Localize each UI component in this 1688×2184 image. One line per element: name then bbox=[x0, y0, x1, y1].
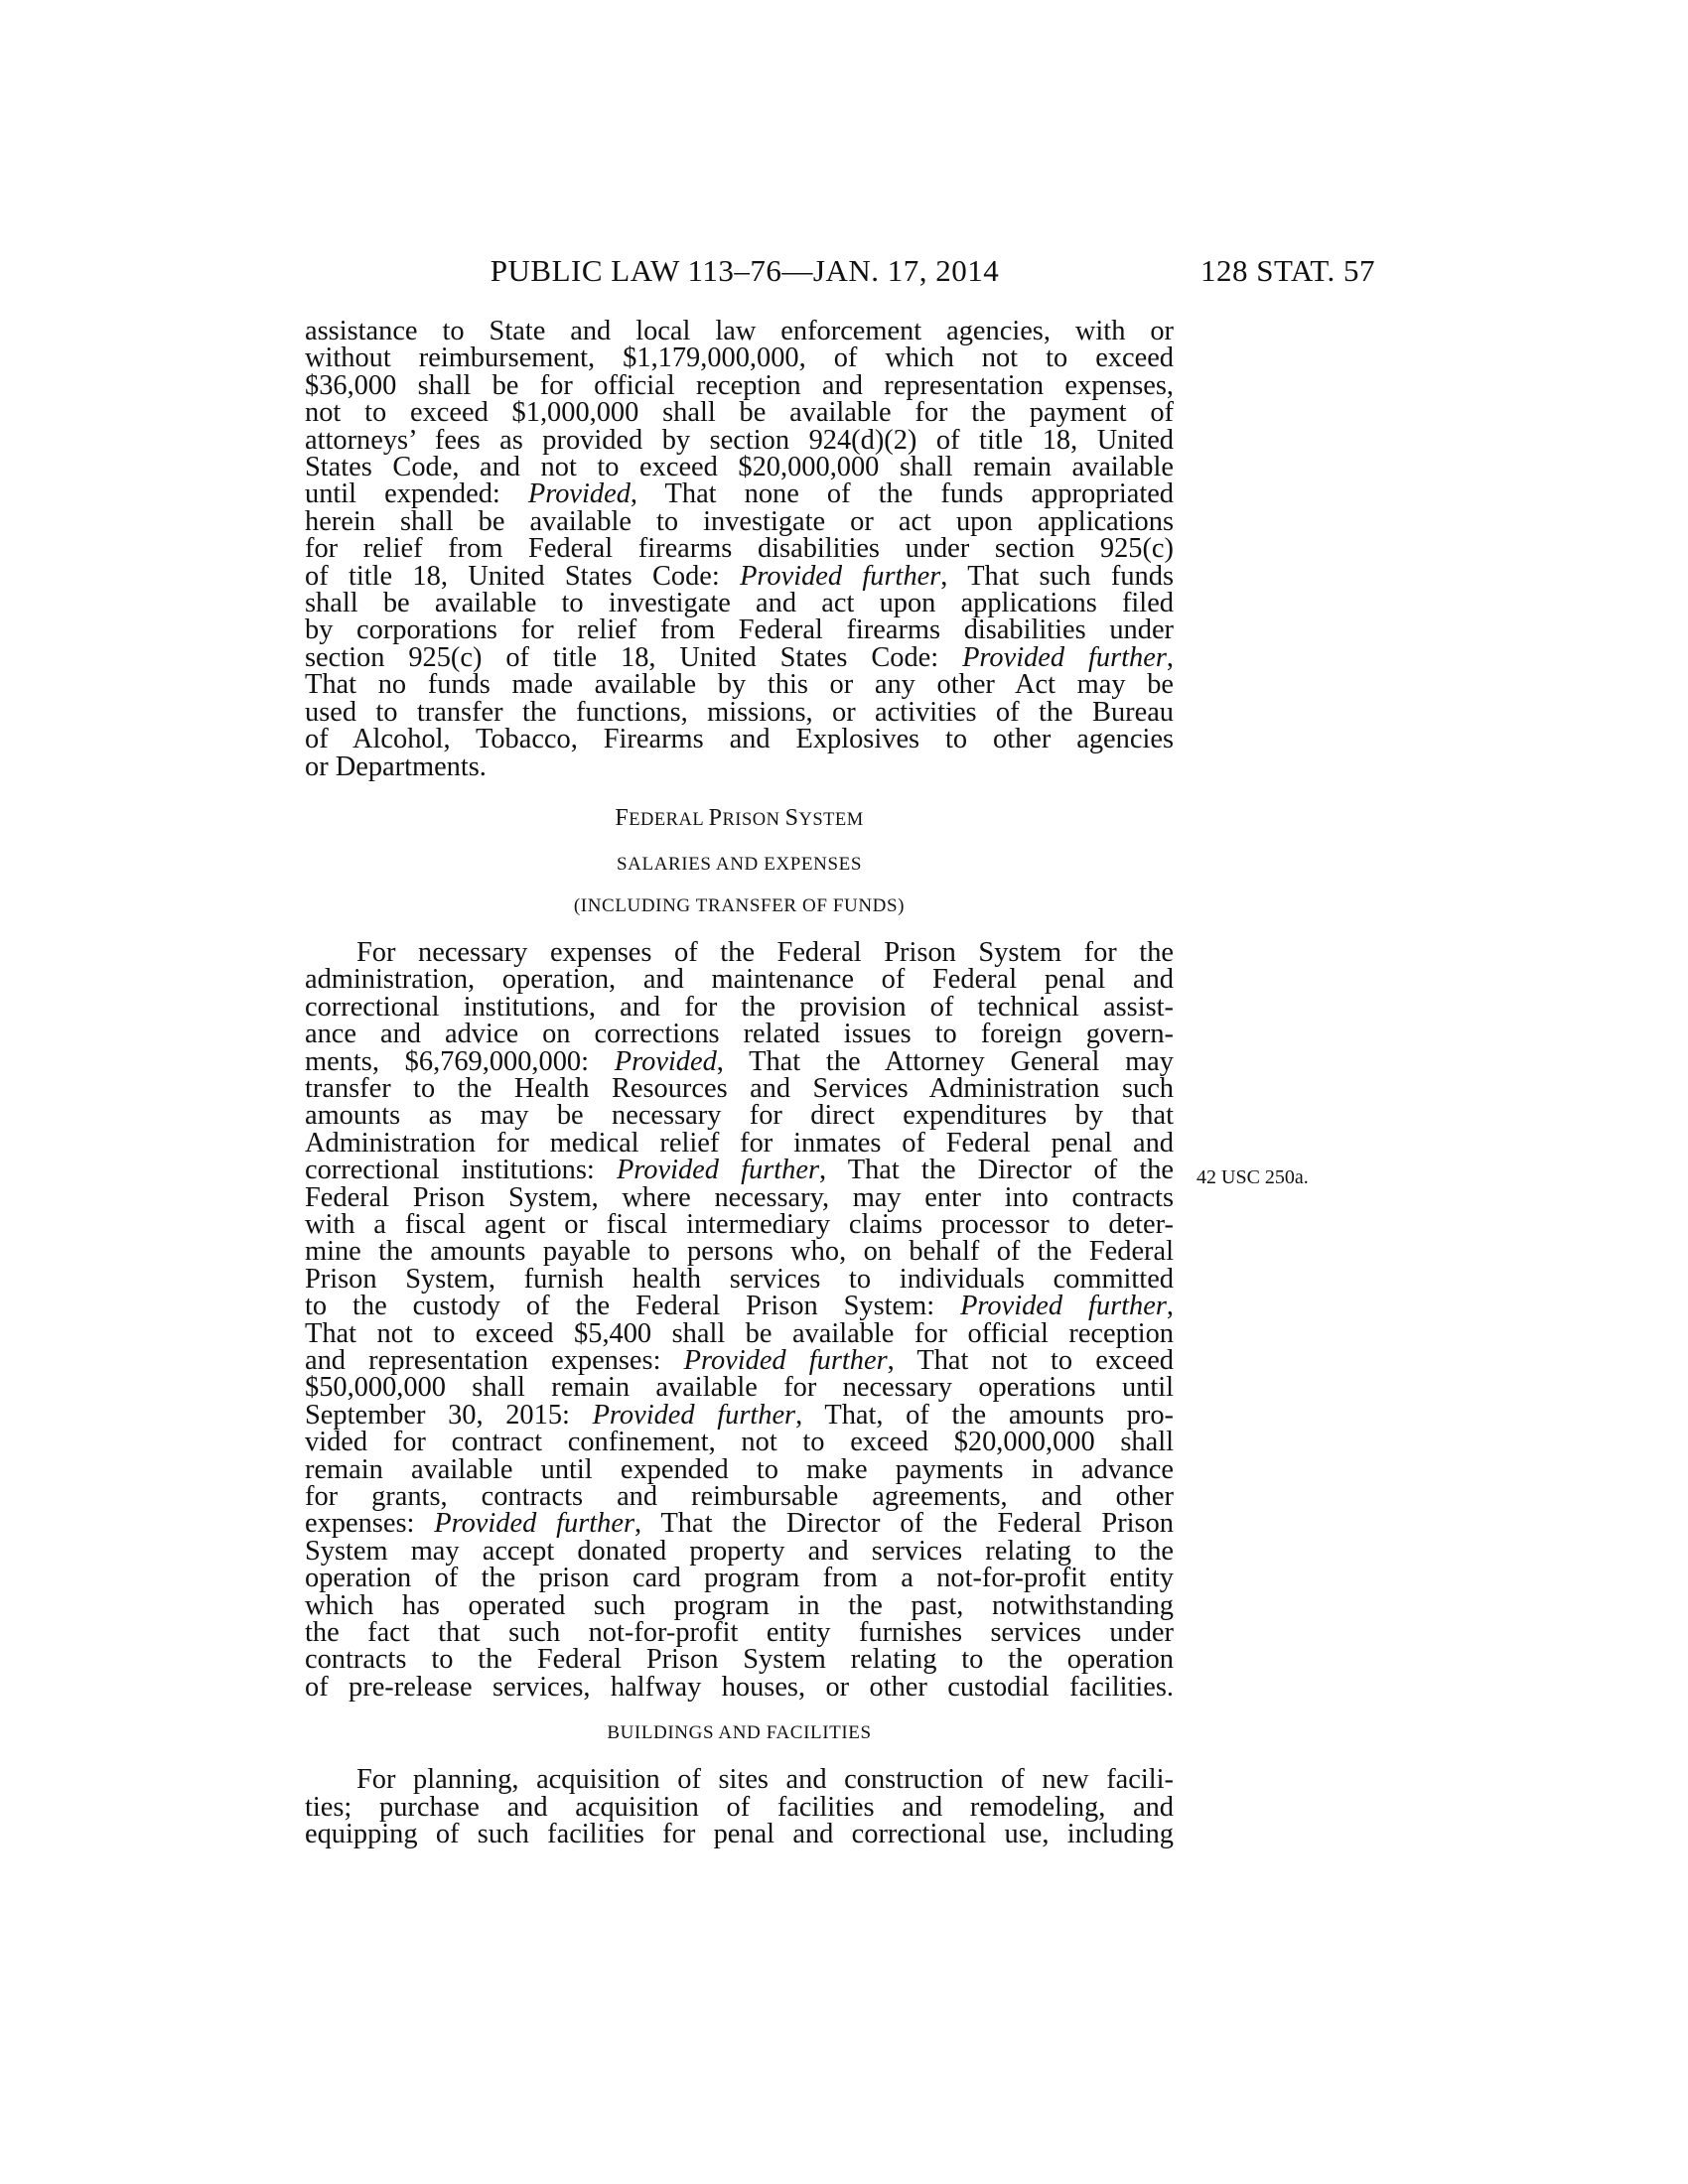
proviso-italic: Provided further bbox=[592, 1399, 796, 1431]
text-line: remain available until expended to make payments in advance bbox=[305, 1453, 1174, 1485]
main-text-column bbox=[305, 318, 1174, 1848]
text-line: ments, $6,769,000,000: Provided, That the Attorney General may bbox=[305, 1045, 1174, 1077]
text-line: of pre-release services, halfway houses, or other custodial facilities. bbox=[305, 1671, 1174, 1703]
text-line: attorneys’ fees as provided by section 924(d)(2) of title 18, United bbox=[305, 424, 1174, 456]
text-line: which has operated such program in the past, notwithstanding bbox=[305, 1589, 1174, 1621]
text-line: section 925(c) of title 18, United States Code: Provided further, bbox=[305, 641, 1174, 673]
text-line: amounts as may be necessary for direct expenditures by that bbox=[305, 1100, 1174, 1132]
proviso-italic: Provided further bbox=[434, 1508, 634, 1540]
text-line: Federal Prison System, where necessary, may enter into contracts bbox=[305, 1181, 1174, 1213]
text-line: ties; purchase and acquisition of facilities and remodeling, and bbox=[305, 1791, 1174, 1823]
heading-federal-prison-system: FEDERAL PRISON SYSTEM bbox=[615, 804, 864, 831]
text-line: $36,000 shall be for official reception and representation expenses, bbox=[305, 369, 1174, 401]
text-line: herein shall be available to investigate or act upon applications bbox=[305, 505, 1174, 537]
text-line: expenses: Provided further, That the Director of the Federal Prison bbox=[305, 1508, 1174, 1540]
text-line: transfer to the Health Resources and Services Administration such bbox=[305, 1072, 1174, 1104]
text-line: without reimbursement, $1,179,000,000, of which not to exceed bbox=[305, 342, 1174, 374]
proviso-italic: Provided further bbox=[683, 1345, 888, 1376]
proviso-italic: Provided further bbox=[960, 1291, 1167, 1322]
text-line: shall be available to investigate and act upon applications filed bbox=[305, 588, 1174, 619]
proviso-italic: Provided further bbox=[962, 641, 1167, 673]
text-line: Prison System, furnish health services to individuals committed bbox=[305, 1263, 1174, 1295]
text-line: States Code, and not to exceed $20,000,000 shall remain available bbox=[305, 452, 1174, 483]
text-line: vided for contract confinement, not to exceed $20,000,000 shall bbox=[305, 1427, 1174, 1458]
text-line: September 30, 2015: Provided further, That, of the amounts pro- bbox=[305, 1399, 1174, 1431]
text-line: Administration for medical relief for inmates of Federal penal and bbox=[305, 1127, 1174, 1159]
heading-including-transfer: (INCLUDING TRANSFER OF FUNDS) bbox=[573, 894, 906, 916]
stat-page-number: 128 STAT. 57 bbox=[1199, 253, 1375, 288]
text-line: the fact that such not-for-profit entity furnishes services under bbox=[305, 1617, 1174, 1649]
text-line: assistance to State and local law enforcement agencies, with or bbox=[305, 316, 1174, 346]
heading-buildings-and-facilities: BUILDINGS AND FACILITIES bbox=[607, 1722, 872, 1744]
text-line: used to transfer the functions, missions, or activities of the Bureau bbox=[305, 696, 1174, 728]
text-line: $50,000,000 shall remain available for necessary operations until bbox=[305, 1372, 1174, 1404]
text-line: correctional institutions, and for the provision of technical assist- bbox=[305, 991, 1174, 1023]
text-line: administration, operation, and maintenance of Federal penal and bbox=[305, 964, 1174, 996]
running-head-title: PUBLIC LAW 113–76—JAN. 17, 2014 bbox=[490, 253, 1000, 288]
text-line: That no funds made available by this or any other Act may be bbox=[305, 669, 1174, 701]
text-line: System may accept donated property and services relating to the bbox=[305, 1535, 1174, 1567]
text-line: That not to exceed $5,400 shall be available for official reception bbox=[305, 1317, 1174, 1349]
text-line: ance and advice on corrections related issues to foreign govern- bbox=[305, 1019, 1174, 1050]
text-line: equipping of such facilities for penal and correctional use, including bbox=[305, 1819, 1174, 1850]
heading-salaries-and-expenses: SALARIES AND EXPENSES bbox=[617, 853, 862, 875]
text-line: and representation expenses: Provided further, That not to exceed bbox=[305, 1345, 1174, 1376]
text-line: correctional institutions: Provided further, That the Director of the bbox=[305, 1155, 1175, 1186]
text-line: of Alcohol, Tobacco, Firearms and Explosives to other agencies bbox=[305, 724, 1174, 755]
text-line: operation of the prison card program from a not-for-profit entity bbox=[305, 1563, 1174, 1594]
text-line: mine the amounts payable to persons who, on behalf of the Federal bbox=[305, 1236, 1174, 1268]
text-line: contracts to the Federal Prison System relating to the operation bbox=[305, 1644, 1174, 1676]
paragraph-buildings bbox=[305, 1764, 1174, 1850]
paragraph-prison-salaries bbox=[305, 936, 1175, 1703]
paragraph-atf-continuation bbox=[305, 318, 1174, 780]
text-line: until expended: Provided, That none of the funds appropriated bbox=[305, 478, 1174, 510]
proviso-italic: Provided bbox=[527, 478, 631, 510]
proviso-italic: Provided bbox=[614, 1045, 717, 1077]
text-line: to the custody of the Federal Prison System: Provided further, bbox=[305, 1291, 1174, 1322]
proviso-italic: Provided further bbox=[616, 1155, 820, 1186]
text-line: for relief from Federal firearms disabilities under section 925(c) bbox=[305, 533, 1174, 565]
text-line: not to exceed $1,000,000 shall be available for the payment of bbox=[305, 397, 1174, 429]
text-line: For necessary expenses of the Federal Prison System for the bbox=[356, 936, 1174, 968]
text-line: of title 18, United States Code: Provided further, That such funds bbox=[305, 560, 1174, 592]
text-line: with a fiscal agent or fiscal intermediary claims processor to deter- bbox=[305, 1208, 1174, 1240]
text-line: For planning, acquisition of sites and construction of new facili- bbox=[356, 1764, 1174, 1796]
proviso-italic: Provided further bbox=[740, 560, 941, 592]
text-line: for grants, contracts and reimbursable agreements, and other bbox=[305, 1481, 1174, 1513]
marginal-citation: 42 USC 250a. bbox=[1196, 1166, 1309, 1188]
text-line: by corporations for relief from Federal firearms disabilities under bbox=[305, 614, 1174, 646]
text-line: or Departments. bbox=[305, 751, 487, 782]
